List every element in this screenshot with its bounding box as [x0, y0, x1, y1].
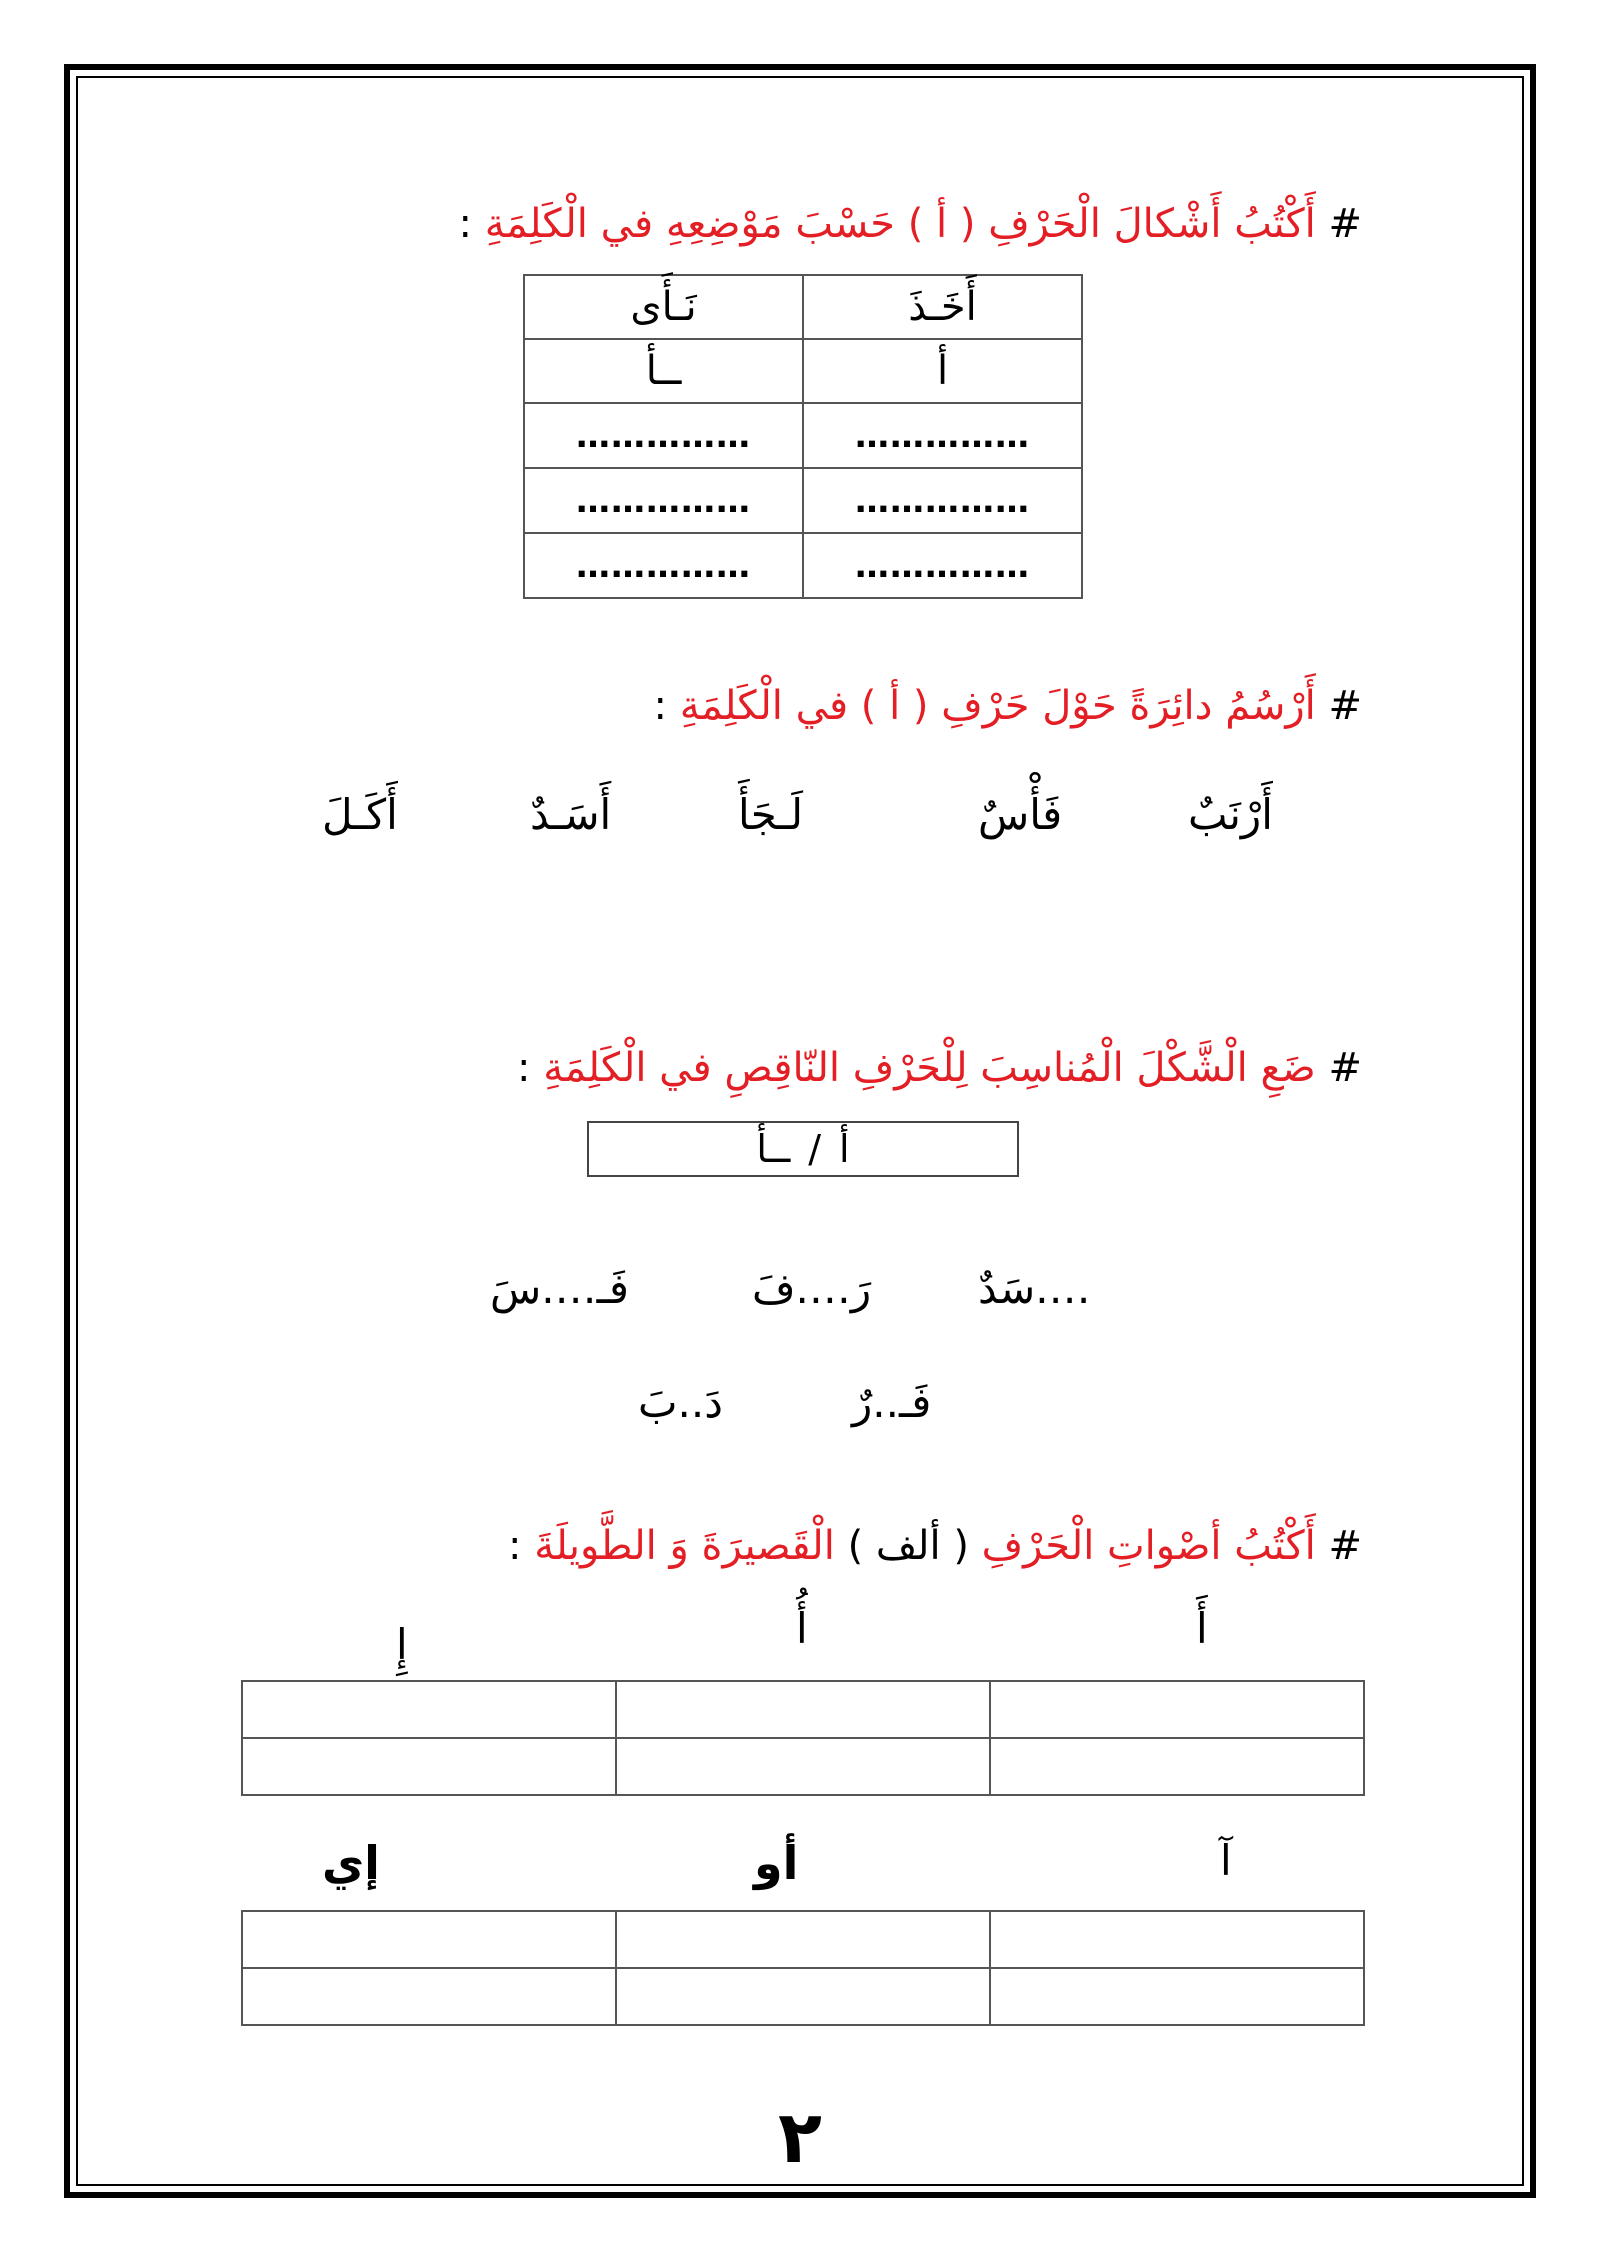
exercise2-colon: : [653, 683, 667, 729]
exercise3-hash: # [1328, 1045, 1362, 1091]
exercise1-hash: # [1328, 201, 1362, 247]
exercise3-colon: : [517, 1045, 531, 1091]
letter-form-cell: ــأ [524, 339, 803, 403]
answer-cell[interactable] [990, 1681, 1364, 1738]
exercise4-heading [508, 1518, 1362, 1574]
exercise2-hash: # [1328, 683, 1362, 729]
letter-form-cell: أ [803, 339, 1082, 403]
blank-answer-cell[interactable]: …………… [803, 403, 1082, 468]
long-sound-label: إي [322, 1836, 380, 1890]
exercise1-heading [459, 196, 1362, 252]
short-sound-label: إِ [396, 1620, 408, 1669]
exercise2-title: أَرْسُمُ دائِرَةً حَوْلَ حَرْفِ ( أ ) في الْكَلِمَةِ [679, 683, 1316, 729]
exercise4-hash: # [1328, 1523, 1362, 1569]
letter-forms-table [523, 274, 1083, 599]
word-item[interactable]: لَـجَأَ [738, 790, 804, 839]
exercise3-title: ضَعِ الْشَّكْلَ الْمُناسِبَ لِلْحَرْفِ النّاقِصِ في الْكَلِمَةِ [543, 1045, 1316, 1091]
fill-word[interactable]: رَ….فَ [752, 1264, 872, 1313]
exercise3-heading [517, 1040, 1362, 1096]
blank-answer-cell[interactable]: …………… [524, 468, 803, 533]
exercise4-title-letter: ( ألف ) [847, 1523, 969, 1569]
answer-cell[interactable] [242, 1738, 616, 1795]
short-sound-label: أَ [1196, 1604, 1208, 1653]
fill-word[interactable]: ….سَدٌ [978, 1264, 1091, 1313]
long-sounds-table [241, 1910, 1365, 2026]
exercise2-heading [653, 678, 1362, 734]
word-item[interactable]: فَأْسٌ [978, 790, 1063, 839]
exercise4-colon: : [507, 1523, 522, 1569]
answer-cell[interactable] [616, 1681, 990, 1738]
table-header-cell: أَخَـذَ [803, 275, 1082, 339]
fill-word[interactable]: فَـ..رٌ [852, 1378, 932, 1427]
answer-cell[interactable] [616, 1738, 990, 1795]
exercise4-title-part2: الْقَصيرَةَ وَ الطَّويلَةَ [534, 1523, 835, 1569]
word-item[interactable]: أَرْنَبٌ [1188, 790, 1273, 839]
exercise1-colon: : [458, 201, 472, 247]
page-number: ٢ [778, 2095, 822, 2179]
answer-cell[interactable] [990, 1738, 1364, 1795]
answer-cell[interactable] [616, 1911, 990, 1968]
fill-word[interactable]: فَـ….سَ [490, 1264, 630, 1313]
blank-answer-cell[interactable]: …………… [524, 403, 803, 468]
choice-option: أ [839, 1127, 850, 1171]
blank-answer-cell[interactable]: …………… [803, 533, 1082, 598]
exercise4-title-part1: أَكْتُبُ أصْواتِ الْحَرْفِ [981, 1523, 1316, 1569]
short-sound-label: أُ [796, 1604, 808, 1653]
exercise1-title: أَكْتُبُ أَشْكالَ الْحَرْفِ ( أ ) حَسْبَ مَوْضِعِهِ في الْكَلِمَةِ [484, 201, 1316, 247]
answer-cell[interactable] [242, 1681, 616, 1738]
choices-box [587, 1121, 1019, 1177]
word-item[interactable]: أَكَـلَ [322, 790, 398, 839]
long-sound-label: آ [1220, 1836, 1232, 1885]
word-item[interactable]: أَسَـدٌ [530, 790, 612, 839]
long-sound-label: أو [754, 1836, 799, 1890]
choice-separator: / [808, 1127, 822, 1171]
fill-word[interactable]: دَ..بَ [638, 1378, 723, 1427]
table-header-cell: نَـأَى [524, 275, 803, 339]
answer-cell[interactable] [242, 1911, 616, 1968]
answer-cell[interactable] [990, 1911, 1364, 1968]
blank-answer-cell[interactable]: …………… [803, 468, 1082, 533]
choice-option: ــأ [756, 1127, 791, 1171]
answer-cell[interactable] [616, 1968, 990, 2025]
blank-answer-cell[interactable]: …………… [524, 533, 803, 598]
short-sounds-table [241, 1680, 1365, 1796]
answer-cell[interactable] [990, 1968, 1364, 2025]
answer-cell[interactable] [242, 1968, 616, 2025]
